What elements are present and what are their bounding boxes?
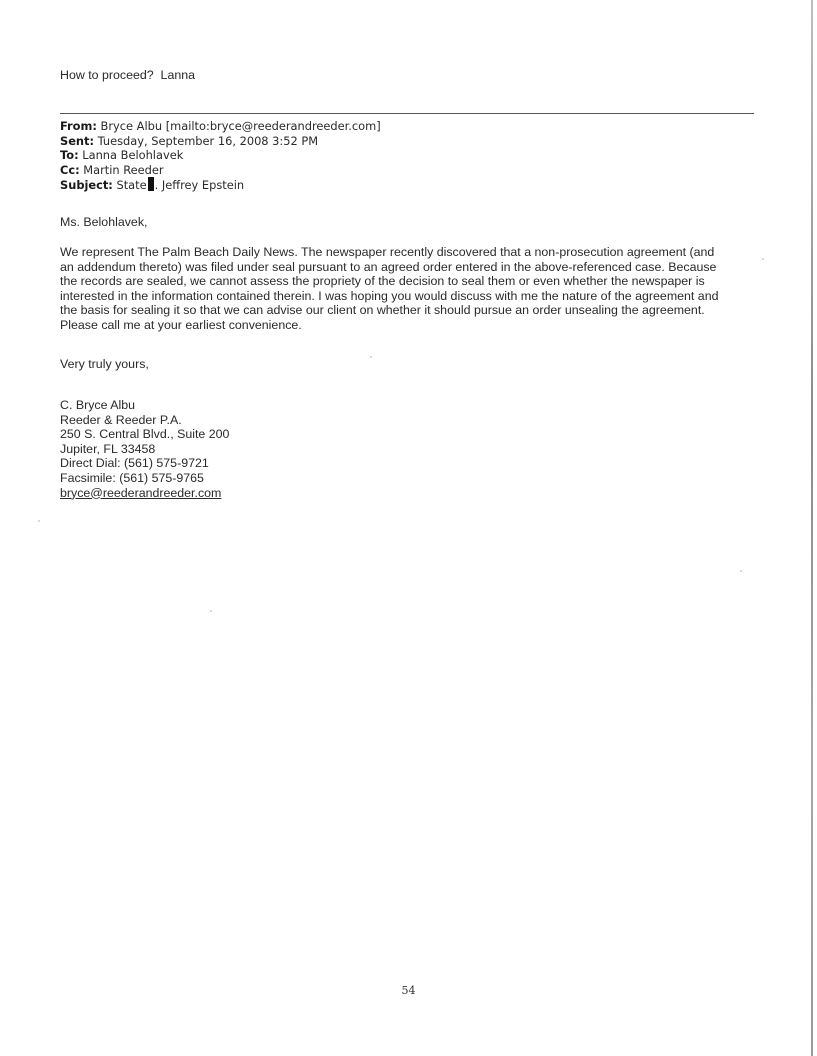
scan-speck bbox=[762, 258, 764, 260]
to-row bbox=[60, 148, 381, 163]
closing: Very truly yours, bbox=[60, 357, 149, 371]
page-number: 54 bbox=[401, 984, 416, 997]
signature-address-line2: Jupiter, FL 33458 bbox=[60, 441, 156, 456]
scan-speck bbox=[210, 610, 212, 612]
body-line: the basis for sealing it so that we can advise our client on whether it should pursue an order unsealing the agreement. bbox=[60, 303, 705, 318]
email-separator-rule bbox=[60, 113, 754, 114]
signature-firm: Reeder & Reeder P.A. bbox=[60, 412, 182, 427]
scan-speck bbox=[370, 356, 372, 358]
to-value: Lanna Belohlavek bbox=[82, 148, 184, 163]
cc-row bbox=[60, 163, 381, 178]
salutation: Ms. Belohlavek, bbox=[60, 215, 148, 229]
scan-speck bbox=[740, 570, 742, 572]
body-line: an addendum thereto) was filed under seal pursuant to an agreed order entered in the above-referenced case. Because bbox=[60, 259, 717, 274]
signature-address-line1: 250 S. Central Blvd., Suite 200 bbox=[60, 427, 230, 442]
signature-email-link[interactable]: bryce@reederandreeder.com bbox=[60, 485, 222, 500]
subject-label: Subject: bbox=[60, 178, 113, 193]
sent-label: Sent: bbox=[60, 133, 95, 148]
subject-row bbox=[60, 177, 381, 193]
from-row bbox=[60, 119, 381, 134]
scan-edge-shadow bbox=[811, 0, 813, 1056]
body-line: the records are sealed, we cannot assess the propriety of the decision to seal them or even whether the newspaper is bbox=[60, 274, 705, 289]
body-line: We represent The Palm Beach Daily News. The newspaper recently discovered that a non-prosecution agreement (and bbox=[60, 245, 715, 259]
signature-block bbox=[60, 398, 229, 500]
to-label: To: bbox=[60, 148, 79, 163]
signature-direct-dial: Direct Dial: (561) 575-9721 bbox=[60, 456, 209, 471]
from-value: Bryce Albu [mailto:bryce@reederandreeder.com] bbox=[100, 119, 381, 133]
body-line: interested in the information contained therein. I was hoping you would discuss with me the nature of the agreement and bbox=[60, 288, 719, 303]
signature-name: C. Bryce Albu bbox=[60, 398, 136, 412]
subject-before: State bbox=[116, 178, 147, 193]
scan-speck bbox=[38, 520, 40, 522]
signature-facsimile: Facsimile: (561) 575-9765 bbox=[60, 470, 204, 485]
sent-row bbox=[60, 134, 381, 149]
from-label: From: bbox=[60, 119, 97, 133]
cc-label: Cc: bbox=[60, 162, 80, 177]
cc-value: Martin Reeder bbox=[83, 162, 164, 177]
email-header-block bbox=[60, 119, 381, 193]
body-line: Please call me at your earliest convenience. bbox=[60, 317, 302, 332]
redaction-block bbox=[148, 177, 154, 191]
body-paragraph bbox=[60, 245, 760, 333]
intro-line: How to proceed? Lanna bbox=[60, 68, 196, 82]
sent-value: Tuesday, September 16, 2008 3:52 PM bbox=[97, 133, 319, 148]
subject-after: . Jeffrey Epstein bbox=[154, 178, 245, 193]
